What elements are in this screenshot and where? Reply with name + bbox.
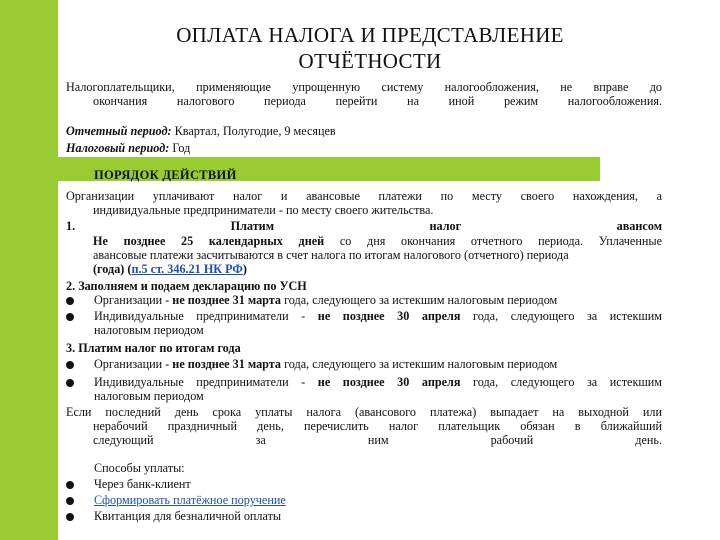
step2-b1-prefix: Организации -: [94, 293, 173, 307]
step2-b2-suffix: года, следующего за истекшим: [460, 309, 662, 323]
step2-b1-suffix: года, следующего за истекшим налоговым периодом: [281, 293, 558, 307]
step3-b2-deadline: не позднее 30 апреля: [317, 375, 461, 389]
step3-b1-suffix: года, следующего за истекшим налоговым периодом: [281, 357, 558, 371]
tax-code-link[interactable]: п.5 ст. 346.21 НК РФ: [131, 262, 243, 276]
step3-bullet-1: [94, 357, 662, 371]
tax-period-value: Год: [169, 141, 191, 155]
step3-b1-prefix: Организации -: [94, 357, 173, 371]
step3-b1-deadline: не позднее 31 марта: [172, 357, 282, 371]
note-line-1: Если последний день срока уплаты налога (авансового платежа) выпадает на выходной или: [66, 405, 662, 419]
intro-line-1: Налогоплательщики, применяющие упрощенную систему налогообложения, не вправе до: [66, 80, 662, 94]
reporting-period-value: Квартал, Полугодие, 9 месяцев: [171, 124, 336, 138]
intro-line-2: окончания налогового периода перейти на иной режим налогообложения.: [93, 94, 662, 108]
step3-b2-prefix: Индивидуальные предприниматели -: [94, 375, 318, 389]
step2-bullet-2: [94, 309, 662, 323]
step3-bullet-2-line-2: налоговым периодом: [94, 389, 204, 403]
tax-period: [66, 141, 662, 155]
payment-method-receipt: Квитанция для безналичной оплаты: [94, 509, 282, 523]
step1-line-2: [66, 234, 662, 248]
title-line-2: ОТЧЁТНОСТИ: [298, 49, 442, 73]
note-line-2: нерабочий праздничный день, перечислить налог плательщик обязан в ближайший: [93, 419, 662, 433]
step1-line-4-prefix: (года) (: [93, 262, 132, 276]
bullet-icon: [66, 361, 74, 369]
step2-b2-prefix: Индивидуальные предприниматели -: [94, 309, 318, 323]
title-line-1: ОПЛАТА НАЛОГА И ПРЕДСТАВЛЕНИЕ: [176, 23, 564, 47]
step2-bullet-2-line-2: налоговым периодом: [94, 323, 204, 337]
bullet-icon: [66, 379, 74, 387]
step1-deadline: Не позднее 25 календарных дней: [93, 234, 325, 248]
step1-line-2-rest: со дня окончания отчетного периода. Уплаченные: [324, 234, 662, 248]
tax-period-label: Налоговый период:: [66, 141, 170, 155]
step2-bullet-1: [94, 293, 662, 307]
step2-b1-deadline: не позднее 31 марта: [172, 293, 282, 307]
payment-method-bank-client: Через банк-клиент: [94, 477, 191, 491]
bullet-icon: [66, 297, 74, 305]
step3-bullet-2: [94, 375, 662, 389]
payment-order-link[interactable]: Сформировать платёжное поручение: [94, 493, 286, 507]
org-line-2: индивидуальные предприниматели - по месту своего жительства.: [93, 203, 434, 217]
bullet-icon: [66, 481, 74, 489]
bullet-icon: [66, 313, 74, 321]
org-line-1: Организации уплачивают налог и авансовые платежи по месту своего нахождения, а: [66, 189, 662, 203]
section-title: ПОРЯДОК ДЕЙСТВИЙ: [94, 168, 237, 182]
reporting-period-label: Отчетный период:: [66, 124, 172, 138]
step3-b2-suffix: года, следующего за истекшим: [460, 375, 662, 389]
left-accent-strip: [0, 0, 58, 540]
bullet-icon: [66, 497, 74, 505]
step1-line-4-suffix: ): [242, 262, 247, 276]
step1-line-3: авансовые платежи засчитываются в счет налога по итогам налогового (отчетного) периода: [93, 248, 569, 262]
step2-b2-deadline: не позднее 30 апреля: [317, 309, 461, 323]
note-line-3: следующий за ним рабочий день.: [93, 433, 662, 447]
page-title: [90, 22, 650, 74]
step3-title: 3. Платим налог по итогам года: [66, 341, 241, 355]
bullet-icon: [66, 513, 74, 521]
reporting-period: [66, 124, 662, 138]
payment-method-row: [94, 493, 662, 507]
step2-title: 2. Заполняем и подаем декларацию по УСН: [66, 279, 307, 293]
step1-line-4: [66, 262, 662, 276]
step1-title: 1. Платим налог авансом: [66, 219, 662, 233]
payment-methods-title: Способы уплаты:: [94, 461, 185, 475]
